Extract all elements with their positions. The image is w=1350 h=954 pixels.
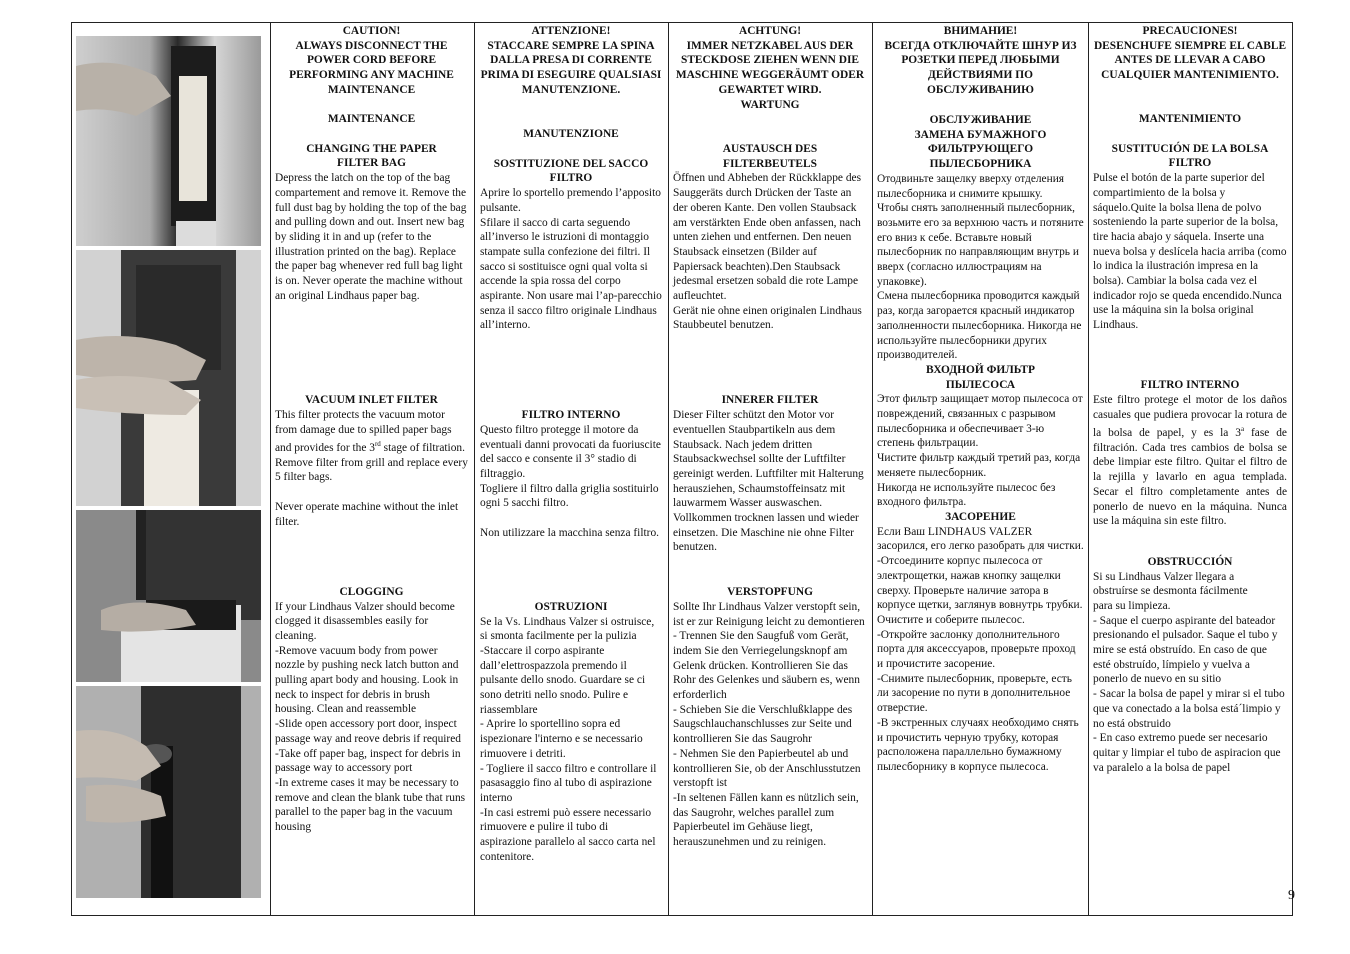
column-german <box>673 24 867 850</box>
filter-section-title: ВХОДНОЙ ФИЛЬТР ПЫЛЕСОСА <box>926 363 1035 391</box>
filter-section-text: This filter protects the vacuum motor from damage due to spilled paper bags and provides for the 3rd stage of filtration. Remove filter from grill and replace every 5 filter bags. Never operate machine without the inlet filter. <box>275 408 468 528</box>
column-divider <box>474 22 475 916</box>
hand-removing-filter-bag-photo <box>76 36 261 246</box>
clogging-section-text: If your Lindhaus Valzer should become clogged it disassembles easily for cleaning. -Remove vacuum body from power nozzle by pushing neck latch button and pulling apart body and housing. Look in neck to inspect for debris in brush housing. Clean and reassemble -Slide open accessory port door, inspect passage way and reove debris if required -Take off paper bag, inspect for debris in passage way to accessory port -In extreme cases it may be necessary to remove and clean the blank tube that runs parallel to the paper bag in the vacuum housing <box>275 600 466 834</box>
caution-heading: PRECAUCIONES! DESENCHUFE SIEMPRE EL CABLE ANTES DE LLEVAR A CABO CUALQUIER MANTENIMIENTO. <box>1093 25 1287 82</box>
caution-heading: ATTENZIONE! STACCARE SEMPRE LA SPINA DALLA PRESA DI CORRENTE PRIMA DI ESEGUIRE QUALSIASI MANUTENZIONE. <box>480 25 662 96</box>
caution-heading: ВНИМАНИЕ! ВСЕГДА ОТКЛЮЧАЙТЕ ШНУР ИЗ РОЗЕТКИ ПЕРЕД ЛЮБЫМИ ДЕЙСТВИЯМИ ПО ОБСЛУЖИВАНИЮ <box>884 25 1077 96</box>
column-spanish <box>1093 24 1287 775</box>
bag-section-title: SOSTITUZIONE DEL SACCO FILTRO <box>493 157 649 185</box>
bag-section-title: CHANGING THE PAPER FILTER BAG <box>306 142 437 170</box>
clogging-section-title: CLOGGING <box>339 585 404 598</box>
column-divider <box>1088 22 1089 916</box>
filter-section-text: Dieser Filter schützt den Motor vor eventuellen Staubpartikeln aus dem Staubsack. Nach jedem dritten Staubsackwechsel sollte der Luftfilter gereinigt werden. Luftfilter mit Halterung herausziehen, Schaumstoffeinsatz mit lauwarmem Wasser auswaschen. Vollkommen trocknen lassen und wieder einsetzen. Die Maschine nie ohne Filter benutzen. <box>673 409 864 554</box>
clogging-section-text: Sollte Ihr Lindhaus Valzer verstopft sein, ist er zur Reinigung leicht zu demontieren - Trennen Sie den Saugfuß vom Gerät, indem Sie den Verriegelungsknopf am Gelenk drücken. Kontrollieren Sie das Rohr des Gelenkes und säubern es, wenn erforderlich - Schieben Sie die Verschlußklappe des Saugschlauchanschlusses zur Seite und kontrollieren Sie das Saugrohr - Nehmen Sie den Papierbeutel ab und kontrollieren Sie, ob der Anschlusstutzen verstopft ist -In seltenen Fällen kann es nützlich sein, das Saugrohr, welches parallel zum Papierbeutel im Gehäuse liegt, herauszunehmen und zu reinigen. <box>673 600 865 849</box>
maintenance-heading: MANTENIMIENTO <box>1138 113 1242 125</box>
column-english <box>275 24 468 835</box>
maintenance-heading: MANUTENZIONE <box>523 128 619 140</box>
column-russian <box>877 24 1084 775</box>
bag-section-title: ОБСЛУЖИВАНИЕ ЗАМЕНА БУМАЖНОГО ФИЛЬТРУЮЩЕГО ПЫЛЕСБОРНИКА <box>914 114 1047 171</box>
bag-section-text: Pulse el botón de la parte superior del compartimiento de la bolsa y sáquelo.Quite la bolsa llena de polvo sosteniendo la parte superior de la bolsa, tire hacia abajo y sáquela. Inserte una nueva bolsa y deslícela hacia arriba (como lo indica la ilustración impresa en la bolsa). Cambiar la bolsa cada vez el indicador rojo se queda encendido.Nunca use la máquina sin la bolsa original Lindhaus. <box>1093 172 1287 332</box>
bag-section-title: AUSTAUSCH DES FILTERBEUTELS <box>722 143 818 170</box>
bag-section-title: SUSTITUCIÓN DE LA BOLSA FILTRO <box>1111 142 1269 170</box>
clogging-section-title: OSTRUZIONI <box>534 600 608 613</box>
bag-section-text: Отодвиньте защелку вверху отделения пылесборника и снимите крышку. Чтобы снять заполненный пылесборник, возьмите его за верхнюю часть и потяните его вниз к себе. Вставьте новый пылесборник по направляющим внутрь и вверх (согласно иллюстрациям на упаковке). Смена пылесборника проводится каждый раз, когда загорается красный индикатор заполненности пылесборника. Никогда не используйте пылесборники других производителей. <box>877 172 1084 362</box>
bag-section-text: Aprire lo sportello premendo l’apposito pulsante. Sfilare il sacco di carta seguendo all’inverso le istruzioni di montaggio stampate sulla confezione dei filtri. Il sacco si sostituisce ogni qual volta si accende la spia rossa del corpo aspirante. Non usare mai l’ap-parecchio senza il sacco filtro originale Lindhaus all’interno. <box>480 187 662 332</box>
bag-section-text: Depress the latch on the top of the bag compartement and remove it. Remove the full dust bag by holding the top of the bag and pulling down and out. Insert new bag by sliding it in and up (refer to the illustration printed on the bag). Replace the paper bag whenever red full bag light is on. Never operate the machine without an original Lindhaus paper bag. <box>275 172 467 302</box>
clogging-section-text: Если Ваш LINDHAUS VALZER засорился, его легко разобрать для чистки. -Отсоедините корпус пылесоса от электрощетки, нажав кнопку защелки сверху. Проверьте наличие затора в корпусе щетки, заглянув вовнутрь трубки. Очистите и соберите пылесос. -Откройте заслонку дополнительного порта для аксессуаров, проверьте проход и прочистите засорение. -Снимите пылесборник, проверьте, есть ли засорение по пути в дополнительное отверстие. -В экстренных случаях необходимо снять и прочистить черную трубку, которая расположена параллельно бумажному пылесборнику в корпусе пылесоса. <box>877 525 1084 773</box>
page-number: 9 <box>1288 888 1295 903</box>
hand-checking-neck-port-photo <box>76 686 261 898</box>
column-divider <box>270 22 271 916</box>
caution-heading: ACHTUNG! IMMER NETZKABEL AUS DER STECKDOSE ZIEHEN WENN DIE MASCHINE WEGGERÄUMT ODER GEWARTET WIRD. WARTUNG <box>675 25 865 111</box>
filter-section-title: FILTRO INTERNO <box>521 409 621 422</box>
filter-section-title: VACUUM INLET FILTER <box>305 394 438 407</box>
vacuum-inlet-filter-photo <box>76 510 261 682</box>
clogging-section-title: OBSTRUCCIÓN <box>1147 555 1233 568</box>
filter-section-text: Этот фильтр защищает мотор пылесоса от повреждений, связанных с разрывом пылесборника и обеспечивает 3-ю степень фильтрации. Чистите фильтр каждый третий раз, когда меняете пылесборник. Никогда не используйте пылесос без входного фильтра. <box>877 393 1083 509</box>
clogging-section-title: VERSTOPFUNG <box>727 586 813 599</box>
filter-section-title: INNERER FILTER <box>721 394 819 407</box>
filter-section-text: Questo filtro protegge il motore da eventuali danni provocati da fuoriuscite del sacco e consente il 3° stadio di filtraggio. Togliere il filtro dalla griglia sostituirlo ogni 5 sacchi filtro. Non utilizzare la macchina senza filtro. <box>480 423 661 539</box>
column-italian <box>480 24 662 864</box>
column-divider <box>872 22 873 916</box>
clogging-section-text: Si su Lindhaus Valzer llegara a obstruírse se desmonta fácilmente para su limpieza. - Saque el cuerpo aspirante del bateador presionando el pulsador. Saque el tubo y mire se está obstruído. En caso de que esté obstruído, límpielo y vuelva a ponerlo de nuevo en su sitio - Sacar la bolsa de papel y mirar si el tubo que va conectado a la bolsa está´limpio y no está obstruido - En caso extremo puede ser necesario quitar y limpiar el tubo de aspiracion que va paralelo a la bolsa de papel <box>1093 570 1285 774</box>
maintenance-heading: MAINTENANCE <box>327 113 416 125</box>
clogging-section-title: ЗАСОРЕНИЕ <box>945 510 1016 523</box>
hands-inserting-paper-bag-photo <box>76 250 261 506</box>
photo-column <box>76 36 261 898</box>
bag-section-text: Öffnen und Abheben der Rückklappe des Sauggeräts durch Drücken der Taste an der oberen Kante. Den vollen Staubsack am verstärkten Ende oben anfassen, nach unten ziehen und entfernen. Den neuen Staubsack einsetzen (Bilder auf Papiersack beachten).Den Staubsack jedesmal ersetzen sobald die rote Lampe aufleuchtet. Gerät nie ohne einen originalen Lindhaus Staubbeutel benutzen. <box>673 172 862 332</box>
clogging-section-text: Se la Vs. Lindhaus Valzer si ostruisce, si smonta facilmente per la pulizia -Staccare il corpo aspirante dall’elettrospazzola premendo il pulsante dello snodo. Guardare se ci sono detriti nello snodo. Pulire e riassemblare - Aprire lo sportellino sopra ed ispezionare l'interno e se necessario rimuovere i detriti. - Togliere il sacco filtro e controllare il pasasaggio fino al tubo di aspirazione interno -In casi estremi può essere necessario rimuovere e pulire il tubo di aspirazione parallelo al sacco carta nel contenitore. <box>480 615 657 863</box>
column-divider <box>668 22 669 916</box>
filter-section-title: FILTRO INTERNO <box>1140 379 1240 392</box>
filter-section-text: Este filtro protege el motor de los daños casuales que pudiera provocar la rotura de la bolsa de papel, y es la 3$^a$ fase de filtración. Cada tres cambios de bolsa se debe limpiar este filtro. Quitar el filtro de la rejilla y lavarlo en agua templada. Secar el filtro completamente antes de ponerlo de nuevo en la máquina. Nunca use la máquina sin este filtro. <box>1093 393 1287 528</box>
caution-heading: CAUTION! ALWAYS DISCONNECT THE POWER CORD BEFORE PERFORMING ANY MACHINE MAINTENANCE <box>289 25 454 96</box>
